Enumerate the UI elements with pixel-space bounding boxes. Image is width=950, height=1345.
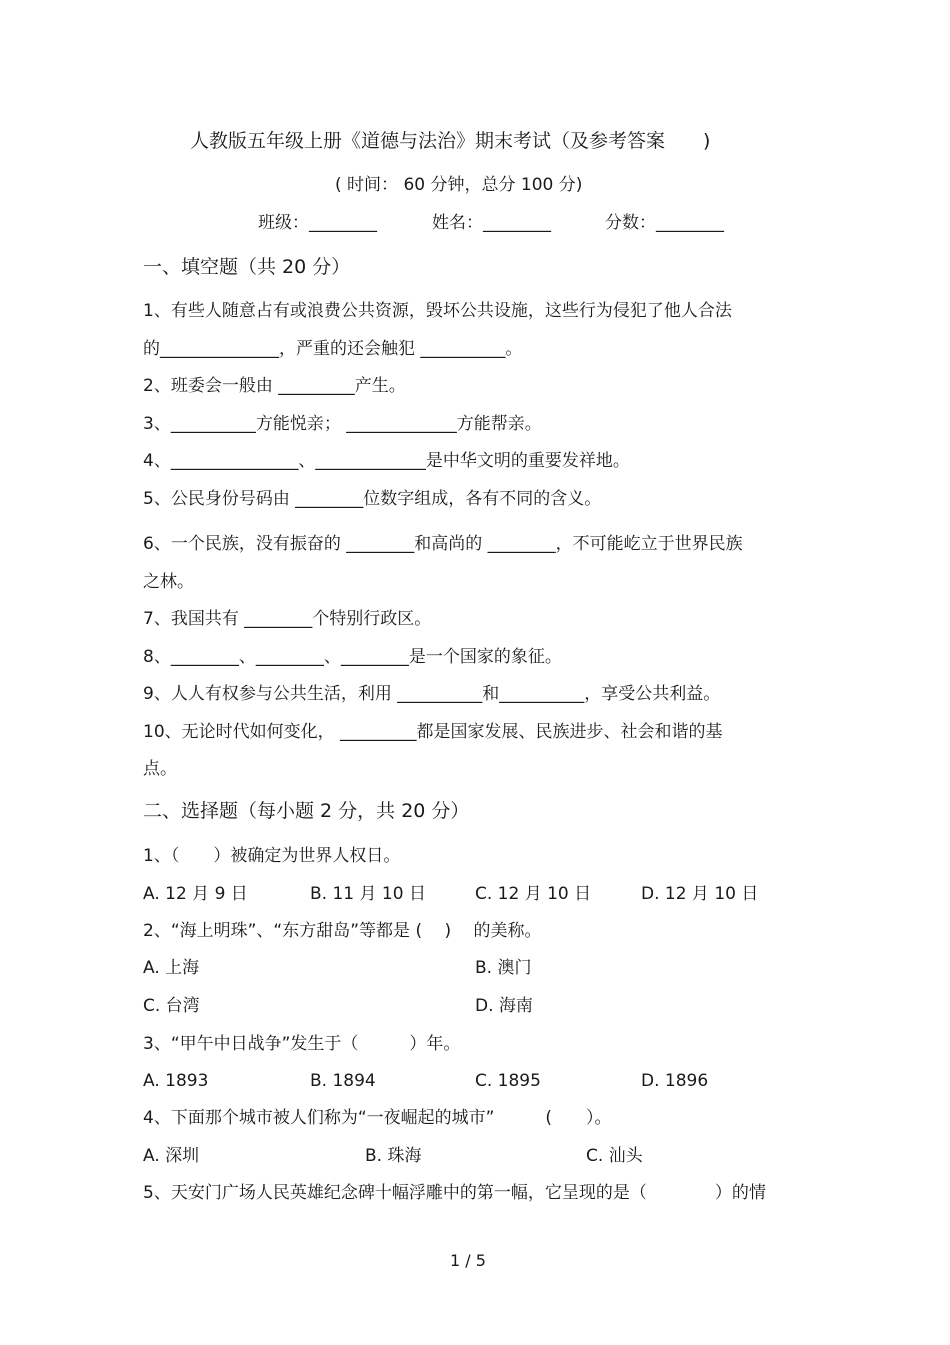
score-field: 分数：________ xyxy=(605,213,724,233)
question-10-line-1: 10、无论时代如何变化， _________都是国家发展、民族进步、社会和谐的基 xyxy=(143,722,723,742)
mc-q3-option-a: A. 1893 xyxy=(143,1071,209,1091)
mc-q3-option-d: D. 1896 xyxy=(641,1071,709,1091)
question-8: 8、________、________、________是一个国家的象征。 xyxy=(143,647,562,667)
mc-q1-option-d: D. 12 月 10 日 xyxy=(641,884,759,904)
mc-question-2: 2、“海上明珠”、“东方甜岛”等都是 ( ) 的美称。 xyxy=(143,921,542,941)
question-1-line-1: 1、有些人随意占有或浪费公共资源，毁坏公共设施，这些行为侵犯了他人合法 xyxy=(143,301,732,321)
page-number: 1 / 5 xyxy=(450,1251,486,1270)
mc-q3-option-b: B. 1894 xyxy=(310,1071,376,1091)
mc-q1-option-a: A. 12 月 9 日 xyxy=(143,884,248,904)
question-6-line-2: 之林。 xyxy=(143,572,194,592)
mc-q2-option-c: C. 台湾 xyxy=(143,996,200,1016)
mc-q1-option-c: C. 12 月 10 日 xyxy=(475,884,592,904)
mc-q2-option-b: B. 澳门 xyxy=(475,958,532,978)
mc-question-5: 5、天安门广场人民英雄纪念碑十幅浮雕中的第一幅，它呈现的是（ ）的情 xyxy=(143,1183,766,1203)
question-9: 9、人人有权参与公共生活，利用 __________和__________，享受公共利益。 xyxy=(143,684,721,704)
question-3: 3、__________方能悦亲； _____________方能帮亲。 xyxy=(143,414,542,434)
class-field: 班级：________ xyxy=(258,213,377,233)
question-4: 4、_______________、_____________是中华文明的重要发祥地。 xyxy=(143,451,630,471)
mc-q1-option-b: B. 11 月 10 日 xyxy=(310,884,426,904)
mc-q2-option-a: A. 上海 xyxy=(143,958,200,978)
page-title: 人教版五年级上册《道德与法治》期末考试（及参考答案 ) xyxy=(190,130,711,152)
question-5: 5、公民身份号码由 ________位数字组成，各有不同的含义。 xyxy=(143,489,602,509)
section-heading-fill-blank: 一、填空题（共 20 分） xyxy=(143,256,351,278)
mc-question-1: 1、（ ）被确定为世界人权日。 xyxy=(143,846,401,866)
question-2: 2、班委会一般由 _________产生。 xyxy=(143,376,406,396)
question-7: 7、我国共有 ________个特别行政区。 xyxy=(143,609,432,629)
name-field: 姓名：________ xyxy=(432,213,551,233)
section-heading-multiple-choice: 二、选择题（每小题 2 分，共 20 分） xyxy=(143,800,470,822)
mc-q3-option-c: C. 1895 xyxy=(475,1071,541,1091)
question-1-line-2: 的______________，严重的还会触犯 __________。 xyxy=(143,339,523,359)
mc-q4-option-b: B. 珠海 xyxy=(365,1146,422,1166)
mc-question-3: 3、“甲午中日战争”发生于（ ）年。 xyxy=(143,1034,461,1054)
exam-subtitle: ( 时间： 60 分钟，总分 100 分) xyxy=(335,175,583,195)
mc-q4-option-a: A. 深圳 xyxy=(143,1146,200,1166)
mc-question-4: 4、下面那个城市被人们称为“一夜崛起的城市” ( ）。 xyxy=(143,1108,612,1128)
question-6-line-1: 6、一个民族，没有振奋的 ________和高尚的 ________，不可能屹立于世界民族 xyxy=(143,534,743,554)
question-10-line-2: 点。 xyxy=(143,759,177,779)
mc-q4-option-c: C. 汕头 xyxy=(586,1146,643,1166)
mc-q2-option-d: D. 海南 xyxy=(475,996,533,1016)
